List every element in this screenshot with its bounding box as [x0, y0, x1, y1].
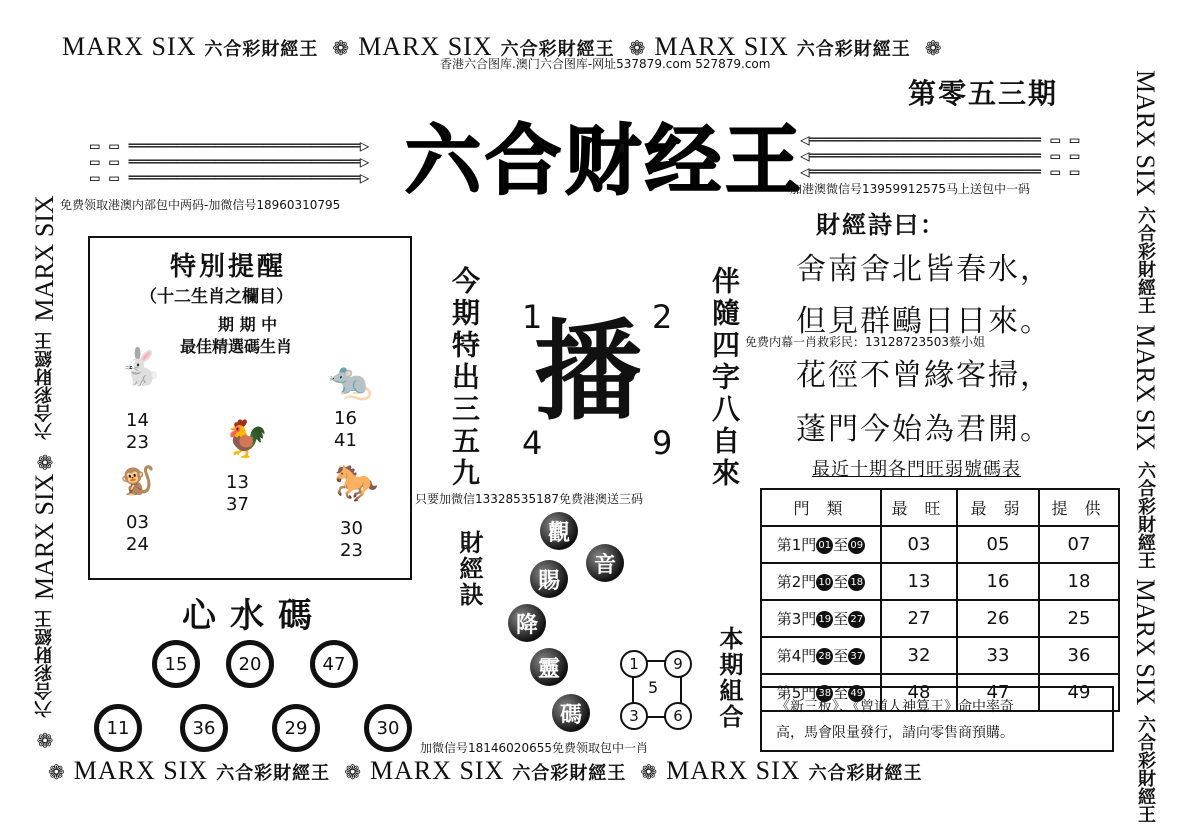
rooster-icon: 🐓: [224, 419, 269, 460]
broadcast-number-3: 4: [522, 424, 543, 462]
number-ball: 36: [180, 704, 228, 752]
finance-label: 財經訣: [455, 530, 483, 608]
combo-ball: 1: [620, 650, 648, 678]
right-border-banner: MARX SIX六合彩財經王MARX SIX六合彩財經王MARX SIX六合彩財經王: [1131, 70, 1160, 824]
issue-number: 第零五三期: [908, 77, 1059, 110]
reminder-title: 特別提醒: [170, 252, 287, 282]
rooster-nums: 13 37: [226, 472, 249, 515]
notice-line1: 《新三板》、《曾道人神算王》命中率奇: [776, 699, 1014, 715]
combo-ball: 9: [664, 650, 692, 678]
finance-ball: 降: [508, 604, 546, 642]
poem-heading: 財經詩曰：: [816, 211, 946, 239]
promo-left: 免费领取港澳内部包中两码-加微信号18960310795: [60, 198, 341, 212]
promo-bottom: 加微信号18146020655免费领取包中一肖: [420, 741, 648, 755]
flower-icon: ❁: [344, 760, 362, 784]
monkey-nums: 03 24: [126, 512, 149, 555]
broadcast-number-1: 1: [522, 298, 543, 336]
flower-icon: ❁: [628, 36, 647, 60]
number-ball: 20: [226, 640, 274, 688]
flower-icon: ❁: [33, 449, 57, 474]
broadcast-right-vertical: 伴隨四字八自來: [708, 266, 741, 490]
table-row: 第5門 38 至 49 48 47 49: [761, 674, 1119, 711]
flower-icon: ❁: [332, 36, 351, 60]
combo-ball: 6: [664, 702, 692, 730]
number-ball: 15: [152, 640, 200, 688]
rank-table-wrap: [760, 488, 1120, 712]
rabbit-nums: 14 23: [126, 410, 149, 453]
reminder-line1: 期 期 中: [218, 315, 278, 334]
table-row: 第3門 19 至 27 27 26 25: [761, 600, 1119, 637]
reminder-line2: 最佳精選碼生肖: [180, 337, 293, 356]
rat-icon: 🐀: [328, 361, 373, 402]
horse-nums: 30 23: [340, 518, 363, 561]
site-url: 香港六合图库.澳门六合图库-网址537879.com 527879.com: [440, 57, 771, 71]
zodiac-reminder-box: [88, 236, 412, 580]
rank-table: [760, 488, 1120, 712]
table-row: 第4門 28 至 37 32 33 36: [761, 637, 1119, 674]
table-header: 門 類: [761, 489, 881, 526]
combo-label: 本期組合: [715, 626, 743, 730]
table-header: 最 弱: [957, 489, 1039, 526]
promo-right: 加港澳微信号13959912575马上送包中一码: [790, 182, 1030, 196]
monkey-icon: 🐒: [120, 464, 155, 497]
top-border-banner: MARX SIX 六合彩財經王 ❁ MARX SIX 六合彩財經王 ❁ MARX SIX 六合彩財經王 ❁: [62, 32, 943, 61]
broadcast-left-vertical: 今期特出三五九: [448, 266, 481, 490]
rabbit-icon: 🐇: [118, 347, 163, 388]
horse-icon: 🐎: [334, 463, 379, 504]
poem-line: 但見群鷗日日來。: [796, 304, 1052, 339]
notice-line2: 高，馬會限量發行，請向零售商預購。: [776, 725, 1014, 741]
table-row: 第1門 01 至 09 03 05 07: [761, 526, 1119, 563]
finance-ball: 碼: [552, 694, 590, 732]
reminder-subtitle: （十二生肖之欄目）: [140, 287, 293, 307]
flower-icon: ❁: [640, 760, 659, 784]
combo-center: 5: [648, 678, 659, 697]
heart-water-title: 心水碼: [182, 596, 326, 636]
notice-box: [760, 686, 1114, 752]
table-header: 最 旺: [881, 489, 957, 526]
flower-icon: ❁: [924, 36, 943, 60]
promo-center: 只要加微信13328535187免费港澳送三码: [415, 492, 643, 506]
table-row: 第2門 10 至 18 13 16 18: [761, 563, 1119, 600]
page-title: 六合财经王: [405, 116, 805, 205]
number-ball: 29: [272, 704, 320, 752]
right-arrow-decor: ◁════════════════════════ ▭ ▭ ◁════════════════════════ ▭ ▭ ◁════════════════════════ ▭ ▭: [800, 130, 1080, 181]
number-ball: 11: [94, 704, 142, 752]
poem-line: 花徑不曾緣客掃，: [796, 358, 1052, 393]
rat-nums: 16 41: [334, 408, 357, 451]
broadcast-number-4: 9: [652, 424, 673, 462]
finance-ball: 靈: [530, 648, 568, 686]
flower-icon: ❁: [33, 728, 57, 752]
left-arrow-decor: ▭ ▭ ════════════════════════▷ ▭ ▭ ════════════════════════▷ ▭ ▭ ════════════════════════▷: [90, 136, 370, 187]
broadcast-big-char: 播: [534, 310, 643, 435]
table-header: 提 供: [1039, 489, 1119, 526]
finance-ball: 音: [586, 544, 624, 582]
finance-ball: 觀: [540, 512, 578, 550]
left-border-banner: ❁六合彩財經王MARX SIX❁六合彩財經王MARX SIX: [30, 195, 59, 752]
combo-ball: 3: [620, 702, 648, 730]
bottom-border-banner: ❁ MARX SIX 六合彩財經王 ❁ MARX SIX 六合彩財經王 ❁ MARX SIX 六合彩財經王: [48, 756, 923, 785]
number-ball: 30: [364, 704, 412, 752]
number-ball: 47: [310, 640, 358, 688]
flower-icon: ❁: [48, 760, 66, 784]
table-caption: 最近十期各門旺弱號碼表: [812, 459, 1021, 480]
poem-line: 舍南舍北皆春水，: [796, 252, 1052, 287]
promo-mid: 免费内幕一肖救彩民：13128723503蔡小姐: [745, 335, 985, 349]
finance-ball: 賜: [530, 560, 568, 598]
poem-line: 蓬門今始為君開。: [796, 412, 1052, 447]
broadcast-number-2: 2: [652, 298, 673, 336]
